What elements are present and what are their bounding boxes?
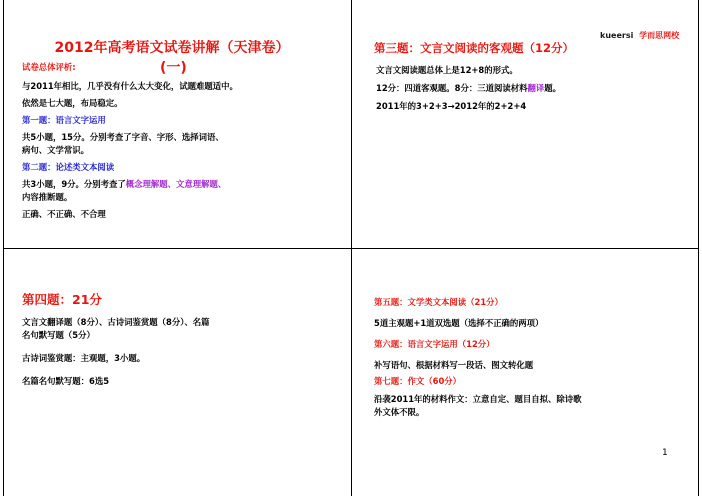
slide-3-line-4: 名篇名句默写题：6选5 <box>22 376 110 386</box>
slide-1 <box>8 40 348 245</box>
q7-heading: 第七题：作文（60分） <box>374 376 462 386</box>
q5-heading: 第五题：文学类文本阅读（21分） <box>374 297 503 307</box>
slide-4 <box>362 296 696 446</box>
slide-2-line-2 <box>376 82 696 95</box>
q2-line-2: 内容推断题。 <box>22 192 73 202</box>
slide-3 <box>8 292 348 492</box>
overview-label: 试卷总体评析: <box>22 62 76 72</box>
slide-3-line-2: 名句默写题（5分） <box>22 330 95 340</box>
slide-3-title: 第四题：21分 <box>22 292 102 307</box>
q2-highlight-concept: 概念理解题 <box>125 179 168 189</box>
q2-line-1-prefix: 共3小题，9分。分别考查了 <box>22 179 126 189</box>
watermark-name: 学而思网校 <box>639 31 680 40</box>
q1-line-2: 病句、文学常识。 <box>22 145 89 155</box>
q1-line-1: 共5小题，15分。分别考查了字音、字形、选择词语、 <box>22 132 224 142</box>
slide-1-title-line1: 2012年高考语文试卷讲解（天津卷） <box>54 40 290 56</box>
q7-line-2: 外文体不限。 <box>374 407 425 417</box>
slide-1-title-line2: (一) <box>160 60 187 76</box>
q7-line-1: 沿袭2011年的材料作文：立意自定、题目自拟、除诗歌 <box>374 394 582 404</box>
q5-line: 5道主观题+1道双选题（选择不正确的两项） <box>374 318 544 328</box>
q2-line-1-sep: 、 <box>167 179 177 189</box>
slide-2-line-2-prefix: 12分：四道客观题。8分：三道阅读材料 <box>376 83 528 93</box>
q6-heading: 第六题：语言文字运用（12分） <box>374 339 495 349</box>
q2-line-1-suffix: 、 <box>217 179 227 189</box>
slide-1-overview-row <box>8 57 348 77</box>
q2-highlight-meaning: 文意理解题 <box>176 179 218 189</box>
q2-line-3: 正确、不正确、不合理 <box>22 209 106 219</box>
slide-2-title: 第三题：文言文阅读的客观题（12分） <box>374 41 575 55</box>
page-number: 1 <box>662 448 668 458</box>
watermark-brand: kueersi <box>600 31 634 40</box>
slide-2-line-3: 2011年的3+2+3→2012年的2+2+4 <box>376 101 527 111</box>
q2-line-1 <box>22 178 348 191</box>
slide-1-title <box>8 40 328 57</box>
q6-line: 补写语句、根据材料写一段话、图文转化题 <box>374 360 534 370</box>
overview-line-1: 与2011年相比，几乎没有什么太大变化，试题难题适中。 <box>22 81 238 91</box>
translation-highlight: 翻译 <box>527 83 545 93</box>
slide-2 <box>362 40 696 245</box>
slide-2-line-2-suffix: 题。 <box>544 83 561 93</box>
overview-line-2: 依然是七大题，布局稳定。 <box>22 98 123 108</box>
q2-heading: 第二题：论述类文本阅读 <box>22 162 115 172</box>
slide-3-line-1: 文言文翻译题（8分）、古诗词鉴赏题（8分）、名篇 <box>22 317 210 327</box>
slide-2-line-1: 文言文阅读题总体上是12+8的形式。 <box>376 65 518 75</box>
divider-middle <box>3 248 699 249</box>
slide-3-line-3: 古诗词鉴赏题：主观题，3小题。 <box>22 353 146 363</box>
q1-heading: 第一题：语言文字运用 <box>22 115 106 125</box>
